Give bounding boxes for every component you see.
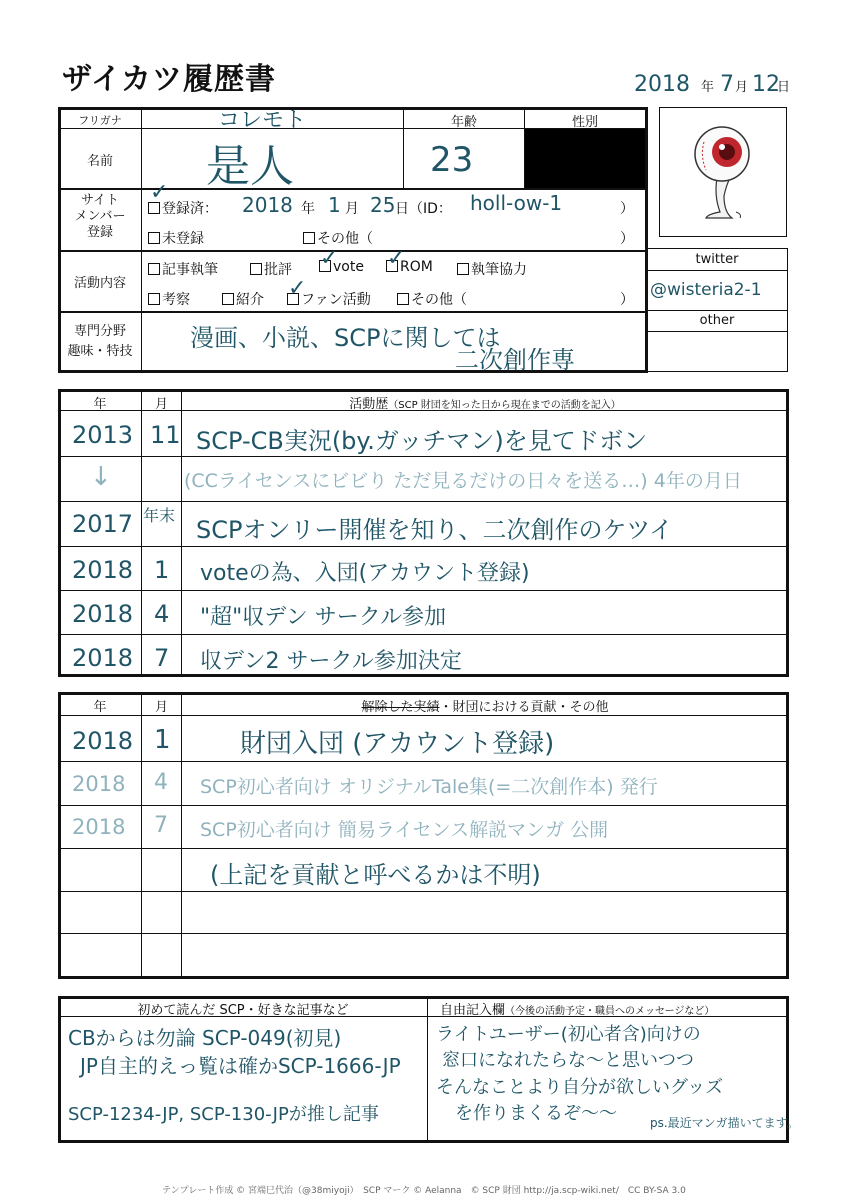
divider bbox=[181, 692, 182, 979]
contrib-text: (上記を貢献と呼べるかは不明) bbox=[210, 861, 541, 889]
divider bbox=[58, 933, 789, 934]
date-month: 7 bbox=[720, 72, 734, 97]
divider bbox=[58, 456, 789, 457]
history-year: ↓ bbox=[90, 462, 112, 492]
history-text: "超"収デン サークル参加 bbox=[200, 605, 447, 630]
divider bbox=[58, 634, 789, 635]
name-value: 是人 bbox=[206, 141, 294, 192]
history-year: 2013 bbox=[72, 421, 134, 449]
free-header: 自由記入欄（今後の活動予定・職員へのメッセージなど） bbox=[440, 1003, 715, 1018]
activity-label: 活動内容 bbox=[73, 276, 126, 291]
divider bbox=[58, 546, 789, 547]
contrib-year: 2018 bbox=[72, 815, 126, 839]
history-month: 4 bbox=[154, 600, 170, 628]
divider bbox=[646, 270, 788, 271]
photo-box bbox=[659, 107, 787, 237]
other-option: その他（ bbox=[303, 228, 373, 248]
check-mark-icon: ✓ bbox=[150, 180, 169, 205]
age-label: 年齢 bbox=[450, 115, 477, 130]
reg-month-label: 月 bbox=[345, 201, 359, 217]
divider bbox=[646, 310, 788, 311]
check-mark-icon: ✓ bbox=[320, 246, 339, 271]
activity-option: 考察 bbox=[148, 289, 190, 309]
site-member-label: サイト メンバー 登録 bbox=[74, 193, 126, 240]
divider bbox=[141, 107, 142, 373]
divider bbox=[427, 996, 428, 1143]
activity-option: 執筆協力 bbox=[457, 259, 527, 279]
divider bbox=[58, 501, 789, 502]
activity-option: vote bbox=[319, 259, 364, 275]
history-year-header: 年 bbox=[93, 397, 107, 412]
contrib-year-header: 年 bbox=[93, 700, 107, 715]
furigana-label: フリガナ bbox=[78, 114, 122, 127]
date-year: 2018 bbox=[634, 72, 690, 97]
check-mark-icon: ✓ bbox=[387, 246, 406, 271]
activity-option: ROM bbox=[386, 259, 433, 275]
activity-option: ファン活動 bbox=[287, 289, 371, 309]
divider bbox=[58, 250, 648, 252]
contrib-title: 解除した実績・財団における貢献・その他 bbox=[361, 700, 609, 715]
divider bbox=[58, 590, 789, 591]
divider bbox=[58, 805, 789, 806]
reg-year: 2018 bbox=[242, 193, 293, 217]
favorites-line: CBからは勿論 SCP-049(初見) bbox=[68, 1026, 342, 1050]
contrib-month: 1 bbox=[154, 725, 171, 755]
history-text: SCP-CB実況(by.ガッチマン)を見てドボン bbox=[196, 427, 648, 455]
divider bbox=[58, 188, 648, 190]
checkbox bbox=[148, 232, 160, 244]
history-text: SCPオンリー開催を知り、二次創作のケツイ bbox=[196, 516, 674, 544]
history-year: 2018 bbox=[72, 556, 134, 584]
history-month: 7 bbox=[154, 644, 170, 672]
specialty-label: 専門分野 趣味・特技 bbox=[67, 324, 133, 359]
history-month: 年末 bbox=[143, 506, 176, 525]
unregistered-option: 未登録 bbox=[148, 228, 204, 248]
free-line: 窓口になれたらな〜と思いつつ bbox=[442, 1050, 694, 1071]
divider bbox=[141, 692, 142, 979]
registered-option: 登録済： bbox=[148, 198, 218, 218]
activity-option: 紹介 bbox=[222, 289, 264, 309]
date-month-label: 月 bbox=[735, 80, 749, 95]
history-text: voteの為、入団(アカウント登録) bbox=[200, 561, 530, 586]
divider bbox=[58, 715, 789, 716]
gender-redacted bbox=[525, 129, 645, 188]
twitter-label: twitter bbox=[695, 252, 739, 267]
contrib-month: 7 bbox=[154, 813, 168, 838]
specialty-value-2: 二次創作専 bbox=[455, 346, 575, 374]
footer-credits: テンプレート作成 © 宮端巳代治（@38miyoji） SCP マーク © Aelanna © SCP 財団 http://ja.scp-wiki.net/ CC BY-SA 3.0 bbox=[162, 1186, 686, 1196]
twitter-value: @wisteria2-1 bbox=[650, 280, 762, 300]
activity-option: その他（ bbox=[397, 289, 467, 309]
name-label: 名前 bbox=[86, 154, 113, 169]
reg-day: 25 bbox=[370, 193, 396, 217]
contrib-month-header: 月 bbox=[154, 700, 168, 715]
contrib-text: 財団入団 (アカウント登録) bbox=[240, 729, 555, 759]
history-text: 収デン2 サークル参加決定 bbox=[200, 649, 462, 674]
page-title: ザイカツ履歴書 bbox=[62, 62, 276, 97]
history-year: 2018 bbox=[72, 600, 134, 628]
reg-year-label: 年 bbox=[301, 201, 315, 217]
divider bbox=[58, 761, 789, 762]
checkbox bbox=[303, 232, 315, 244]
age-value: 23 bbox=[430, 140, 474, 180]
contrib-text: SCP初心者向け オリジナルTale集(=二次創作本) 発行 bbox=[200, 776, 658, 798]
history-year: 2017 bbox=[72, 510, 134, 538]
contrib-year: 2018 bbox=[72, 727, 134, 755]
free-line: そんなことより自分が欲しいグッズ bbox=[436, 1077, 724, 1098]
history-title: 活動歴（SCP 財団を知った日から現在までの活動を記入） bbox=[349, 397, 621, 412]
favorites-line: JP自主的えっ覧は確かSCP-1666-JP bbox=[80, 1054, 401, 1078]
reg-month: 1 bbox=[328, 193, 341, 217]
history-month-header: 月 bbox=[154, 397, 168, 412]
favorites-header: 初めて読んだ SCP・好きな記事など bbox=[137, 1003, 349, 1018]
eye-mascot-icon bbox=[660, 108, 786, 236]
specialty-value: 漫画、小説、SCPに関しては bbox=[190, 324, 501, 352]
free-line: を作りまくるぞ〜〜 bbox=[455, 1103, 617, 1124]
other-close: ） bbox=[620, 231, 634, 247]
reg-id: holl-ow-1 bbox=[470, 191, 563, 215]
other-box-label: other bbox=[699, 313, 735, 328]
divider bbox=[58, 848, 789, 849]
gender-label: 性別 bbox=[571, 115, 598, 130]
favorites-line: SCP-1234-JP, SCP-130-JPが推し記事 bbox=[68, 1104, 379, 1125]
divider bbox=[58, 311, 648, 313]
date-day-label: 日 bbox=[777, 80, 791, 95]
divider bbox=[58, 891, 789, 892]
history-month: 11 bbox=[150, 421, 181, 449]
reg-day-label: 日（ID： bbox=[395, 201, 452, 217]
history-text: (CCライセンスにビビり ただ見るだけの日々を送る…) 4年の月日 bbox=[184, 470, 742, 492]
reg-close: ） bbox=[620, 201, 634, 217]
contrib-text: SCP初心者向け 簡易ライセンス解説マンガ 公開 bbox=[200, 819, 609, 841]
date-year-label: 年 bbox=[701, 80, 715, 95]
furigana-value: コレモト bbox=[218, 108, 307, 133]
history-month: 1 bbox=[154, 556, 170, 584]
activity-close: ） bbox=[620, 292, 634, 308]
free-ps: ps.最近マンガ描いてます。 bbox=[650, 1116, 799, 1130]
contrib-year: 2018 bbox=[72, 772, 126, 796]
activity-option: 記事執筆 bbox=[148, 259, 218, 279]
divider bbox=[646, 331, 788, 332]
date-day: 12 bbox=[752, 72, 780, 97]
free-line: ライトユーザー(初心者含)向けの bbox=[436, 1024, 701, 1045]
contrib-month: 4 bbox=[154, 770, 168, 795]
history-year: 2018 bbox=[72, 644, 134, 672]
check-mark-icon: ✓ bbox=[288, 276, 307, 301]
activity-option: 批評 bbox=[250, 259, 292, 279]
